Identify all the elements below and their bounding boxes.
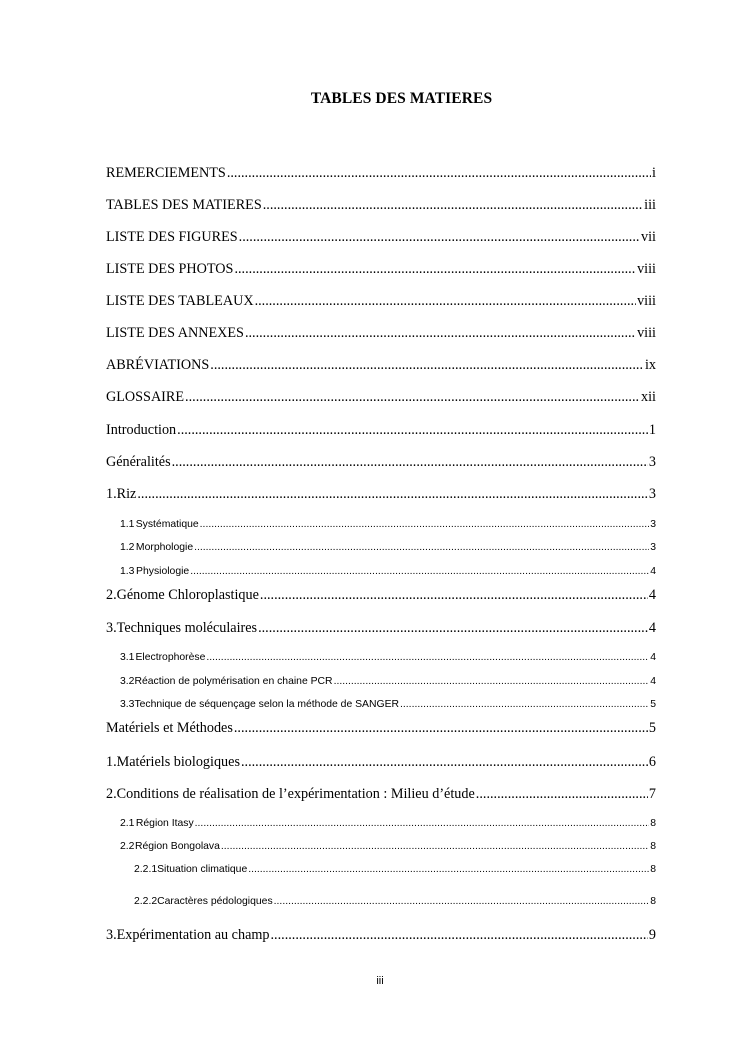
dot-leader [248, 864, 649, 875]
dot-leader [234, 720, 648, 737]
page-title: TABLES DES MATIERES [310, 90, 493, 107]
toc-entry-number: 1.3 [120, 566, 135, 577]
dot-leader [227, 165, 651, 182]
toc-entry-label: Riz [116, 486, 137, 502]
toc-entry[interactable] [106, 293, 656, 310]
toc-entry-page: 3 [650, 519, 656, 530]
dot-leader [239, 229, 640, 246]
dot-leader [334, 676, 650, 687]
toc-entry-number: 2.2.2 [134, 896, 158, 907]
toc-entry-label: Introduction [106, 422, 177, 438]
toc-entry-label: Techniques moléculaires [116, 620, 258, 636]
toc-entry[interactable] [106, 261, 656, 278]
toc-entry-page: 8 [650, 818, 656, 829]
toc-entry[interactable] [120, 519, 656, 530]
toc-entry-page: 7 [648, 786, 656, 802]
toc-entry-label: Electrophorèse [135, 652, 206, 663]
dot-leader [241, 754, 648, 771]
toc-entry[interactable] [106, 927, 656, 944]
toc-entry-page: i [652, 165, 656, 181]
dot-leader [185, 389, 640, 406]
toc-entry-label: Situation climatique [157, 864, 248, 875]
dot-leader [172, 454, 648, 471]
toc-entry-label: Génome Chloroplastique [116, 587, 259, 603]
toc-entry[interactable] [120, 699, 656, 710]
dot-leader [190, 566, 649, 577]
toc-entry-label: LISTE DES TABLEAUX [106, 293, 254, 309]
toc-entry-page: vii [641, 229, 656, 245]
toc-entry-label: LISTE DES FIGURES [106, 229, 238, 245]
toc-entry-page: viii [637, 325, 656, 341]
dot-leader [206, 652, 649, 663]
toc-entry[interactable] [106, 454, 656, 471]
toc-entry-label: Région Bongolava [134, 841, 220, 852]
toc-entry-page: 3 [648, 486, 656, 502]
toc-entry-number: 3.2 [120, 676, 135, 687]
toc-entry-label: LISTE DES ANNEXES [106, 325, 244, 341]
toc-entry-page: 8 [650, 841, 656, 852]
toc-entry[interactable] [106, 620, 656, 637]
toc-entry-label: Réaction de polymérisation en chaine PCR [134, 676, 333, 687]
toc-entry[interactable] [106, 486, 656, 503]
toc-entry[interactable] [120, 652, 656, 663]
toc-entry-page: 4 [648, 587, 656, 603]
toc-entry-number: 3.3 [120, 699, 135, 710]
dot-leader [400, 699, 649, 710]
toc-entry[interactable] [106, 389, 656, 406]
toc-entry-page: 4 [650, 676, 656, 687]
toc-entry[interactable] [106, 720, 656, 737]
toc-entry-page: 3 [650, 542, 656, 553]
dot-leader [476, 786, 648, 803]
toc-entry-number: 1. [106, 754, 117, 770]
toc-entry[interactable] [120, 818, 656, 829]
toc-entry[interactable] [106, 229, 656, 246]
toc-entry-page: 5 [650, 699, 656, 710]
dot-leader [274, 896, 650, 907]
toc-entry-number: 1.1 [120, 519, 135, 530]
toc-entry-page: 4 [648, 620, 656, 636]
dot-leader [137, 486, 648, 503]
toc-entry-number: 3. [106, 620, 117, 636]
toc-entry[interactable] [106, 357, 656, 374]
dot-leader [271, 927, 648, 944]
toc-entry-page: 3 [648, 454, 656, 470]
dot-leader [221, 841, 649, 852]
toc-entry[interactable] [134, 896, 656, 907]
toc-entry-label: Région Itasy [135, 818, 194, 829]
toc-entry[interactable] [120, 542, 656, 553]
toc-entry[interactable] [120, 566, 656, 577]
dot-leader [255, 293, 637, 310]
toc-entry[interactable] [106, 325, 656, 342]
toc-entry-page: viii [637, 261, 656, 277]
toc-entry-number: 1. [106, 486, 117, 502]
toc-entry-number: 2.2 [120, 841, 135, 852]
toc-entry-label: ABRÉVIATIONS [106, 357, 210, 373]
toc-entry-label: Systématique [135, 519, 199, 530]
toc-entry-label: Conditions de réalisation de l’expérimentation : Milieu d’étude [116, 786, 475, 802]
toc-entry-label: Morphologie [135, 542, 194, 553]
toc-entry-page: 1 [648, 422, 656, 438]
toc-entry-label: Matériels et Méthodes [106, 720, 233, 736]
toc-entry-label: LISTE DES PHOTOS [106, 261, 234, 277]
page-number: iii [376, 975, 384, 987]
toc-entry[interactable] [106, 587, 656, 604]
toc-entry-label: GLOSSAIRE [106, 389, 185, 405]
toc-entry-page: 8 [650, 896, 656, 907]
toc-entry-page: 4 [650, 566, 656, 577]
toc-entry-label: REMERCIEMENTS [106, 165, 226, 181]
toc-entry-number: 2.1 [120, 818, 135, 829]
toc-entry-page: 5 [648, 720, 656, 736]
toc-entry[interactable] [106, 786, 656, 803]
toc-entry-number: 3.1 [120, 652, 135, 663]
toc-entry-label: TABLES DES MATIERES [106, 197, 262, 213]
toc-entry-page: iii [644, 197, 656, 213]
toc-entry-label: Caractères pédologiques [157, 896, 273, 907]
toc-entry[interactable] [120, 841, 656, 852]
toc-entry-page: 6 [648, 754, 656, 770]
toc-entry-page: xii [641, 389, 656, 405]
toc-entry[interactable] [106, 754, 656, 771]
toc-entry[interactable] [106, 422, 656, 439]
toc-entry-page: viii [637, 293, 656, 309]
dot-leader [195, 818, 650, 829]
toc-entry[interactable] [134, 864, 656, 875]
toc-entry-label: Technique de séquençage selon la méthode de SANGER [134, 699, 400, 710]
toc-entry-label: Matériels biologiques [116, 754, 240, 770]
dot-leader [210, 357, 644, 374]
dot-leader [234, 261, 636, 278]
dot-leader [177, 422, 648, 439]
dot-leader [258, 620, 648, 637]
toc-entry-number: 2. [106, 786, 117, 802]
dot-leader [263, 197, 643, 214]
toc-entry[interactable] [120, 676, 656, 687]
toc-entry-number: 2. [106, 587, 117, 603]
dot-leader [200, 519, 650, 530]
toc-entry-page: 8 [650, 864, 656, 875]
toc-entry-page: 4 [650, 652, 656, 663]
toc-entry-number: 3. [106, 927, 117, 943]
toc-entry[interactable] [106, 165, 656, 182]
toc-entry-number: 2.2.1 [134, 864, 158, 875]
toc-entry-label: Expérimentation au champ [116, 927, 270, 943]
toc-entry-page: 9 [648, 927, 656, 943]
toc-entry[interactable] [106, 197, 656, 214]
dot-leader [194, 542, 649, 553]
toc-entry-page: ix [644, 357, 656, 373]
toc-entry-number: 1.2 [120, 542, 135, 553]
toc-entry-label: Physiologie [136, 566, 190, 577]
dot-leader [245, 325, 636, 342]
toc-entry-label: Généralités [106, 454, 171, 470]
dot-leader [260, 587, 648, 604]
